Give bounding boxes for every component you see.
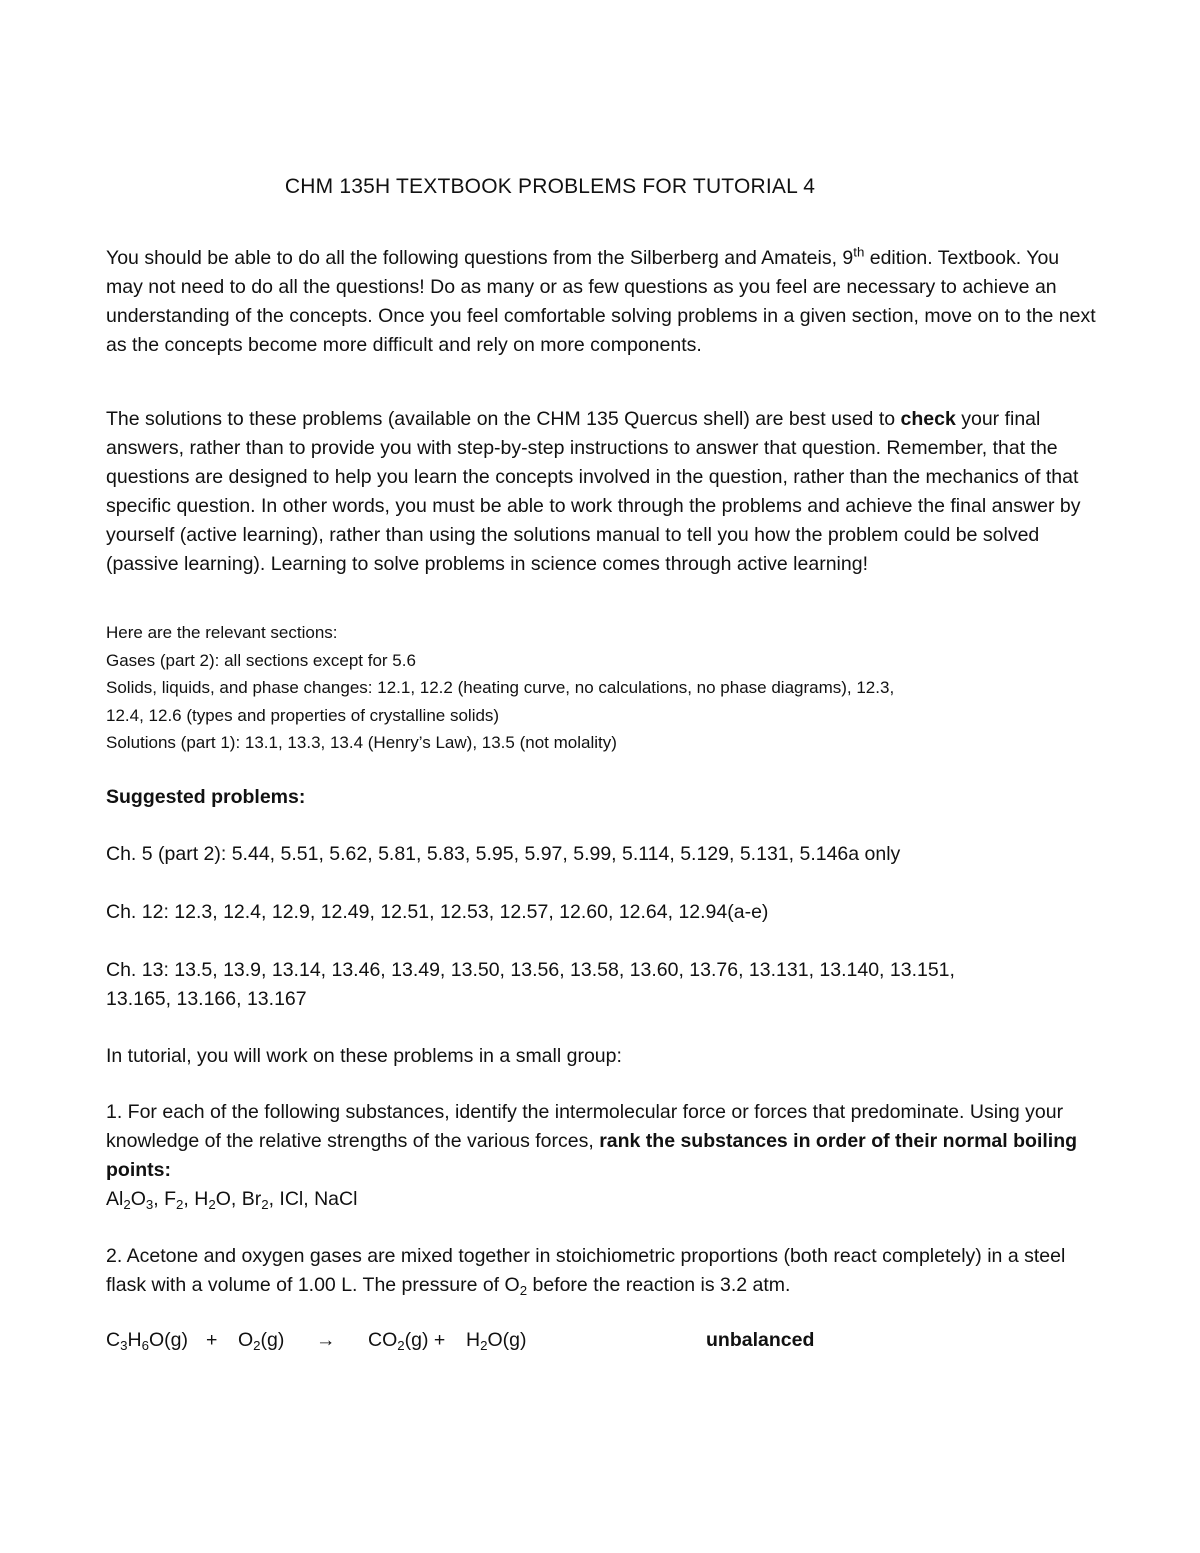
relevant-sections <box>106 619 1096 757</box>
unbalanced-label: unbalanced <box>706 1329 815 1351</box>
intro-text-2: edition. Textbook. You may not need to do all the questions! Do as many or as few questions as you feel are necessary to achieve an understanding of the concepts. Once you feel comfortable solving problems in a given section, move on to the next as the concepts become more difficult and rely on more components. <box>106 247 1096 356</box>
formula-part: O <box>215 1188 231 1210</box>
formula-part: (g) <box>260 1329 285 1351</box>
question-2-text-2: before the reaction is 3.2 atm. <box>527 1274 791 1296</box>
reaction-arrow-icon: → <box>316 1329 336 1351</box>
formula-subscript: 2 <box>397 1337 405 1353</box>
sections-header: Here are the relevant sections: <box>106 623 338 642</box>
solutions-paragraph <box>106 405 1096 579</box>
formula-part: , F <box>153 1188 177 1210</box>
intro-superscript: th <box>853 244 865 260</box>
ch13-line-1: Ch. 13: 13.5, 13.9, 13.14, 13.46, 13.49, 13.50, 13.56, 13.58, 13.60, 13.76, 13.131, 13.140, 13.151, <box>106 959 955 981</box>
section-line: Gases (part 2): all sections except for 5.6 <box>106 650 416 670</box>
formula-subscript: 2 <box>208 1196 216 1212</box>
intro-text-1: You should be able to do all the following questions from the Silberberg and Amateis, 9 <box>106 247 854 269</box>
product-water <box>466 1329 526 1352</box>
formula-part: C <box>106 1329 121 1351</box>
formula-subscript: 2 <box>253 1337 261 1353</box>
ch13-line-2: 13.165, 13.166, 13.167 <box>106 988 307 1010</box>
formula-subscript: 2 <box>480 1337 488 1353</box>
section-line: Solutions (part 1): 13.1, 13.3, 13.4 (Henry’s Law), 13.5 (not molality) <box>106 733 617 752</box>
formula-subscript: 3 <box>145 1196 154 1212</box>
plus-sign: + <box>206 1329 218 1351</box>
question-1-body: 1. For each of the following substances, identify the intermolecular force or forces that predominate. Using your knowledge of the relative strengths of the various forces, <box>106 1101 1064 1152</box>
formula-part: , Br <box>230 1188 262 1210</box>
formula-part: (g) + <box>404 1329 446 1351</box>
formula-part: CO <box>368 1329 398 1351</box>
ch13-problems <box>106 956 1096 1014</box>
formula-part: , ICl, NaCl <box>268 1188 358 1210</box>
reactant-oxygen <box>238 1329 284 1352</box>
reactant-acetone <box>106 1329 188 1352</box>
product-co2 <box>368 1329 445 1352</box>
suggested-problems-heading: Suggested problems: <box>106 786 306 808</box>
formula-part: , H <box>183 1188 209 1210</box>
formula-subscript: 2 <box>261 1196 269 1212</box>
formula-part: O <box>238 1329 254 1351</box>
solutions-bold-word: check <box>900 408 956 430</box>
question-1-substances <box>106 1185 1096 1214</box>
formula-subscript: 2 <box>176 1196 184 1212</box>
formula-part: H <box>127 1329 142 1351</box>
formula-part: O(g) <box>148 1329 188 1351</box>
formula-subscript: 3 <box>120 1337 128 1353</box>
formula-part: O <box>130 1188 146 1210</box>
intro-paragraph <box>106 244 1096 360</box>
question-2-subscript: 2 <box>519 1282 528 1298</box>
document-page <box>106 0 1096 1553</box>
ch12-problems: Ch. 12: 12.3, 12.4, 12.9, 12.49, 12.51, 12.53, 12.57, 12.60, 12.64, 12.94(a-e) <box>106 901 769 923</box>
question-2-text: 2. Acetone and oxygen gases are mixed together in stoichiometric proportions (both react completely) in a steel flask with a volume of 1.00 L. The pressure of O <box>106 1245 1066 1296</box>
question-2 <box>106 1242 1096 1300</box>
formula-subscript: 6 <box>141 1337 149 1353</box>
solutions-text-2: your final answers, rather than to provide you with step-by-step instructions to answer that question. Remember, that the questions are designed to help you learn the concepts involved in the question, rather than the mechanics of that specific question. In other words, you must be able to work through the problems and achieve the final answer by yourself (active learning), rather than using the solutions manual to tell you how the problem could be solved (passive learning). Learning to solve problems in science comes through active learning! <box>106 408 1081 575</box>
formula-subscript: 2 <box>123 1196 131 1212</box>
question-1-bold: rank the substances in order of their normal boiling points: <box>106 1130 1078 1181</box>
solutions-text-1: The solutions to these problems (available on the CHM 135 Quercus shell) are best used to <box>106 408 901 430</box>
tutorial-intro: In tutorial, you will work on these problems in a small group: <box>106 1045 622 1067</box>
section-line: 12.4, 12.6 (types and properties of crystalline solids) <box>106 705 500 725</box>
section-line: Solids, liquids, and phase changes: 12.1, 12.2 (heating curve, no calculations, no phase diagrams), 12.3, <box>106 678 895 697</box>
formula-part: Al <box>106 1188 124 1210</box>
ch5-problems: Ch. 5 (part 2): 5.44, 5.51, 5.62, 5.81, 5.83, 5.95, 5.97, 5.99, 5.114, 5.129, 5.131, 5.146a only <box>106 843 901 865</box>
formula-part: H <box>466 1329 481 1351</box>
question-1-text <box>106 1098 1096 1185</box>
formula-part: O(g) <box>487 1329 527 1351</box>
question-1 <box>106 1098 1096 1214</box>
chemical-equation <box>106 1329 1096 1359</box>
document-title: CHM 135H TEXTBOOK PROBLEMS FOR TUTORIAL 4 <box>284 175 816 198</box>
